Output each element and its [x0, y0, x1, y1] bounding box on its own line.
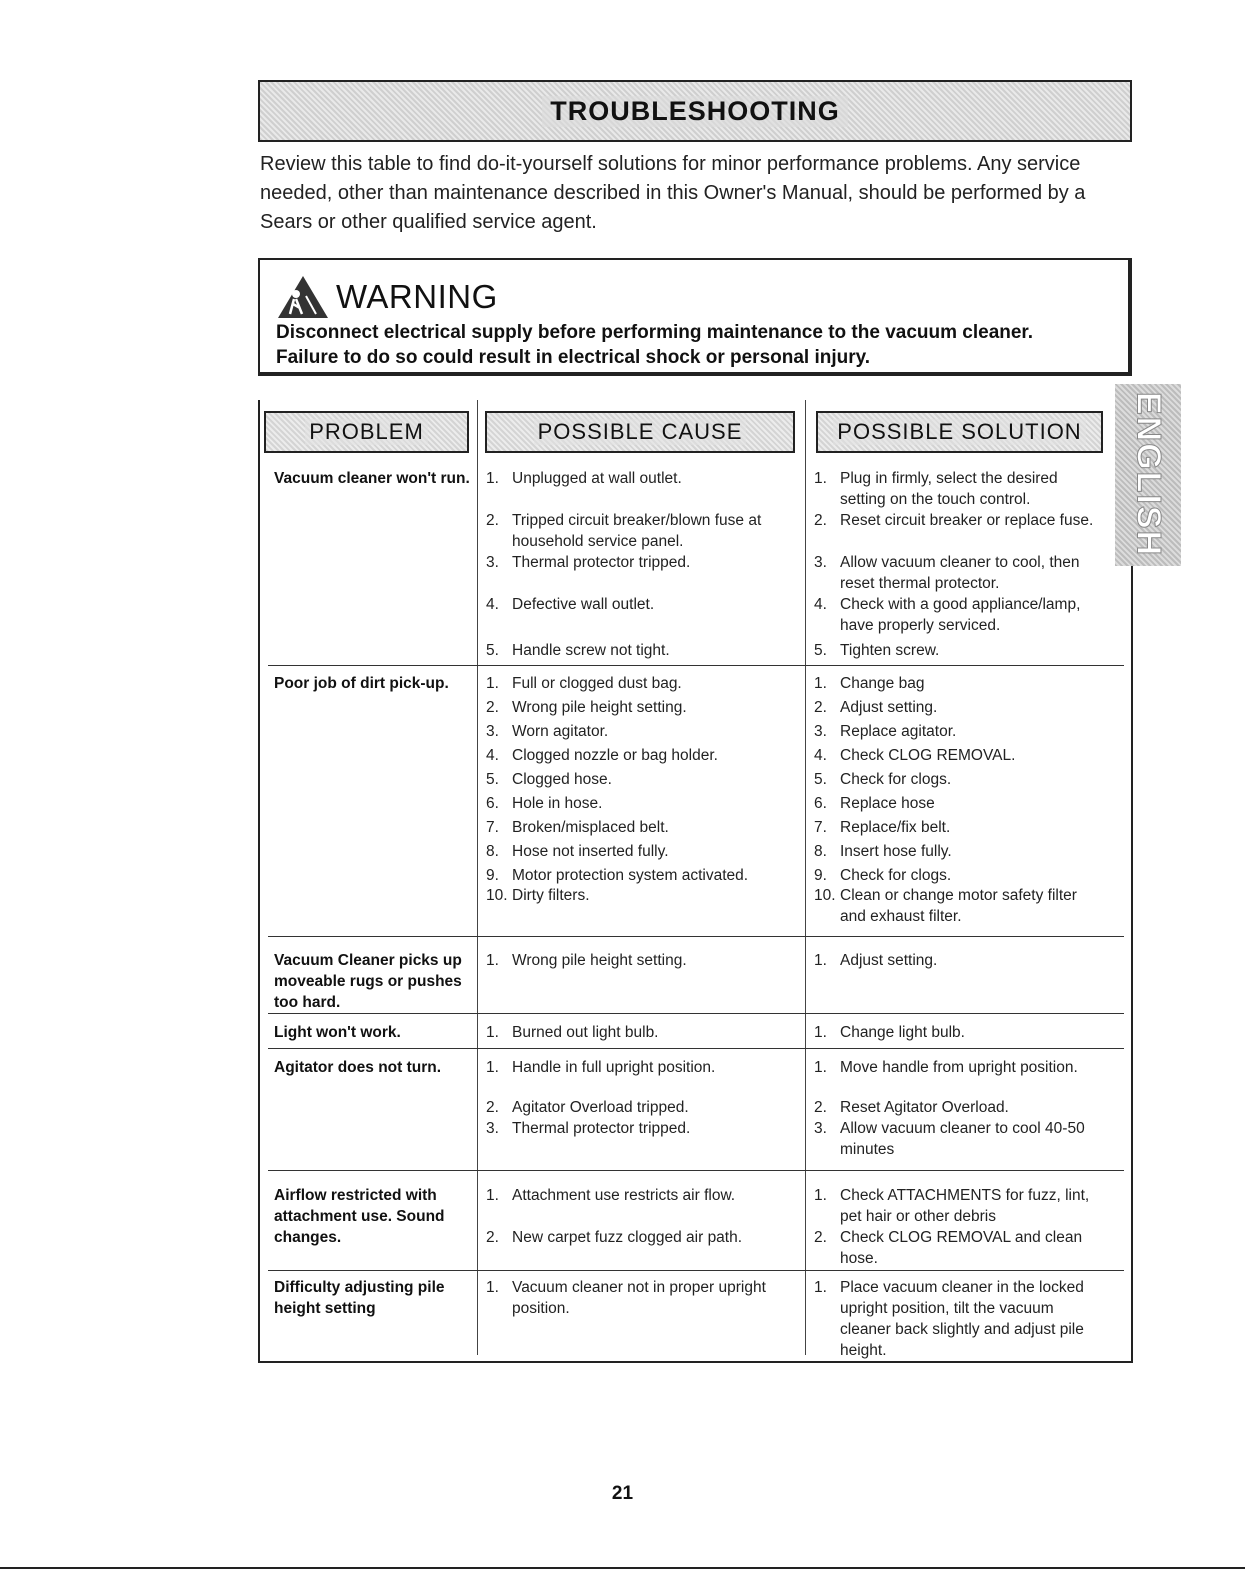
cause-item — [486, 1227, 786, 1248]
page-number: 21 — [611, 1483, 634, 1504]
solution-item — [814, 865, 1106, 886]
cause-number: 2. — [486, 1229, 499, 1246]
solution-list — [814, 552, 1106, 594]
cause-list — [486, 885, 786, 906]
solution-text: Change bag — [840, 675, 925, 692]
cause-number: 1. — [486, 1059, 499, 1076]
cause-list — [486, 841, 786, 862]
solution-item — [814, 841, 1106, 862]
solution-item — [814, 697, 1106, 718]
solution-list — [814, 510, 1106, 531]
solution-text: Replace agitator. — [840, 723, 957, 740]
cause-number: 1. — [486, 952, 499, 969]
row-separator — [268, 936, 1124, 937]
cause-number: 5. — [486, 642, 499, 659]
solution-number: 1. — [814, 952, 827, 969]
solution-number: 4. — [814, 596, 827, 613]
cause-text: Hole in hose. — [512, 795, 603, 812]
cause-list — [486, 950, 786, 971]
cause-list — [486, 769, 786, 790]
solution-list — [814, 1118, 1106, 1160]
solution-item — [814, 1022, 1106, 1043]
cause-item — [486, 745, 786, 766]
solution-item — [814, 817, 1106, 838]
cause-list — [486, 865, 786, 886]
cause-number: 1. — [486, 675, 499, 692]
cause-list — [486, 1057, 786, 1078]
warning-box — [258, 258, 1132, 376]
problem-text: Difficulty adjusting pile height setting — [274, 1279, 445, 1317]
cause-number: 3. — [486, 554, 499, 571]
solution-list — [814, 1022, 1106, 1043]
solution-number: 1. — [814, 1187, 827, 1204]
cause-number: 10. — [486, 887, 508, 904]
problem-text: Vacuum cleaner won't run. — [274, 470, 470, 487]
cause-text: Handle screw not tight. — [512, 642, 670, 659]
solution-item — [814, 950, 1106, 971]
cause-list — [486, 1185, 786, 1206]
solution-list — [814, 1227, 1106, 1269]
solution-text: Adjust setting. — [840, 952, 938, 969]
cause-item — [486, 552, 786, 573]
cause-number: 6. — [486, 795, 499, 812]
solution-list — [814, 1185, 1106, 1227]
solution-number: 4. — [814, 747, 827, 764]
cause-list — [486, 745, 786, 766]
header-possible-cause: POSSIBLE CAUSE — [485, 411, 795, 453]
cause-number: 1. — [486, 470, 499, 487]
solution-text: Reset Agitator Overload. — [840, 1099, 1009, 1116]
solution-number: 1. — [814, 1024, 827, 1041]
cause-number: 7. — [486, 819, 499, 836]
solution-item — [814, 552, 1106, 594]
solution-list — [814, 594, 1106, 636]
solution-number: 3. — [814, 723, 827, 740]
cause-text: Thermal protector tripped. — [512, 1120, 691, 1137]
solution-text: Plug in firmly, select the desired setting on the touch control. — [840, 470, 1058, 508]
solution-number: 3. — [814, 554, 827, 571]
cause-number: 5. — [486, 771, 499, 788]
row-separator — [268, 1270, 1124, 1271]
solution-list — [814, 1097, 1106, 1118]
cause-number: 3. — [486, 723, 499, 740]
solution-number: 8. — [814, 843, 827, 860]
solution-number: 2. — [814, 699, 827, 716]
solution-list — [814, 950, 1106, 971]
cause-text: Wrong pile height setting. — [512, 699, 687, 716]
solution-text: Allow vacuum cleaner to cool 40-50 minutes — [840, 1120, 1085, 1158]
cause-item — [486, 1097, 786, 1118]
cause-number: 2. — [486, 699, 499, 716]
cause-number: 4. — [486, 596, 499, 613]
cause-text: Hose not inserted fully. — [512, 843, 669, 860]
cause-number: 9. — [486, 867, 499, 884]
solution-list — [814, 793, 1106, 814]
cause-number: 1. — [486, 1024, 499, 1041]
solution-text: Check for clogs. — [840, 771, 952, 788]
title-banner — [258, 80, 1132, 142]
solution-number: 7. — [814, 819, 827, 836]
solution-list — [814, 865, 1106, 886]
solution-item — [814, 1118, 1106, 1160]
row-separator — [268, 1048, 1124, 1049]
solution-text: Change light bulb. — [840, 1024, 965, 1041]
warning-line-1: Disconnect electrical supply before performing maintenance to the vacuum cleaner. — [276, 322, 1034, 343]
cause-text: Defective wall outlet. — [512, 596, 655, 613]
cause-item — [486, 793, 786, 814]
cause-list — [486, 640, 786, 661]
cause-number: 3. — [486, 1120, 499, 1137]
warning-triangle-icon — [276, 274, 330, 320]
column-divider — [805, 400, 806, 1355]
solution-item — [814, 1227, 1106, 1269]
cause-text: Handle in full upright position. — [512, 1059, 716, 1076]
row-separator — [268, 665, 1124, 666]
solution-item — [814, 1057, 1106, 1078]
solution-item — [814, 745, 1106, 766]
solution-text: Check CLOG REMOVAL and clean hose. — [840, 1229, 1083, 1267]
cause-list — [486, 1022, 786, 1043]
cause-item — [486, 841, 786, 862]
cause-list — [486, 1097, 786, 1118]
solution-list — [814, 885, 1106, 927]
cause-text: Broken/misplaced belt. — [512, 819, 669, 836]
problem-text: Airflow restricted with attachment use. Sound changes. — [274, 1187, 445, 1246]
solution-list — [814, 745, 1106, 766]
bottom-rule — [0, 1567, 1245, 1569]
solution-number: 1. — [814, 470, 827, 487]
problem-text: Agitator does not turn. — [274, 1059, 442, 1076]
solution-number: 2. — [814, 512, 827, 529]
cause-item — [486, 1277, 786, 1319]
solution-text: Insert hose fully. — [840, 843, 952, 860]
solution-number: 6. — [814, 795, 827, 812]
cause-item — [486, 673, 786, 694]
solution-item — [814, 594, 1106, 636]
cause-item — [486, 1118, 786, 1139]
solution-text: Check CLOG REMOVAL. — [840, 747, 1016, 764]
cause-text: Dirty filters. — [512, 887, 590, 904]
warning-title: WARNING — [336, 278, 498, 315]
solution-list — [814, 817, 1106, 838]
page-title: TROUBLESHOOTING — [542, 96, 848, 127]
cause-text: New carpet fuzz clogged air path. — [512, 1229, 743, 1246]
solution-item — [814, 673, 1106, 694]
cause-number: 2. — [486, 512, 499, 529]
cause-list — [486, 673, 786, 694]
cause-item — [486, 1057, 786, 1078]
solution-list — [814, 673, 1106, 694]
cause-list — [486, 721, 786, 742]
solution-item — [814, 468, 1106, 510]
cause-text: Motor protection system activated. — [512, 867, 749, 884]
solution-number: 10. — [814, 887, 836, 904]
solution-list — [814, 769, 1106, 790]
solution-text: Replace hose — [840, 795, 935, 812]
cause-text: Thermal protector tripped. — [512, 554, 691, 571]
row-separator — [268, 1170, 1124, 1171]
cause-item — [486, 865, 786, 886]
cause-list — [486, 468, 786, 489]
cause-text: Burned out light bulb. — [512, 1024, 659, 1041]
warning-line-2: Failure to do so could result in electrical shock or personal injury. — [276, 347, 871, 368]
row-separator — [268, 1013, 1124, 1014]
cause-text: Unplugged at wall outlet. — [512, 470, 682, 487]
cause-list — [486, 1277, 786, 1319]
solution-list — [814, 841, 1106, 862]
problem-text: Poor job of dirt pick-up. — [274, 675, 449, 692]
solution-number: 2. — [814, 1099, 827, 1116]
solution-item — [814, 1097, 1106, 1118]
solution-number: 5. — [814, 642, 827, 659]
cause-list — [486, 1118, 786, 1139]
cause-item — [486, 817, 786, 838]
solution-item — [814, 769, 1106, 790]
header-problem: PROBLEM — [264, 411, 469, 453]
solution-list — [814, 721, 1106, 742]
cause-number: 2. — [486, 1099, 499, 1116]
solution-text: Clean or change motor safety filter and exhaust filter. — [840, 887, 1077, 925]
cause-list — [486, 1227, 786, 1248]
cause-item — [486, 468, 786, 489]
solution-text: Adjust setting. — [840, 699, 938, 716]
cause-list — [486, 552, 786, 573]
solution-text: Place vacuum cleaner in the locked upright position, tilt the vacuum cleaner back slightly and adjust pile height. — [840, 1279, 1084, 1359]
header-possible-solution: POSSIBLE SOLUTION — [816, 411, 1103, 453]
cause-list — [486, 510, 786, 552]
cause-number: 4. — [486, 747, 499, 764]
solution-text: Tighten screw. — [840, 642, 940, 659]
solution-text: Reset circuit breaker or replace fuse. — [840, 512, 1094, 529]
side-tab-label: ENGLISH — [1129, 392, 1168, 558]
cause-list — [486, 697, 786, 718]
solution-item — [814, 1185, 1106, 1227]
cause-number: 1. — [486, 1279, 499, 1296]
solution-item — [814, 510, 1106, 531]
cause-item — [486, 769, 786, 790]
problem-text: Vacuum Cleaner picks up moveable rugs or pushes too hard. — [274, 952, 462, 1011]
cause-item — [486, 640, 786, 661]
cause-number: 1. — [486, 1187, 499, 1204]
solution-text: Check ATTACHMENTS for fuzz, lint, pet hair or other debris — [840, 1187, 1090, 1225]
cause-item — [486, 1022, 786, 1043]
solution-number: 9. — [814, 867, 827, 884]
cause-text: Clogged nozzle or bag holder. — [512, 747, 718, 764]
cause-text: Worn agitator. — [512, 723, 609, 740]
solution-text: Allow vacuum cleaner to cool, then reset thermal protector. — [840, 554, 1080, 592]
cause-item — [486, 510, 786, 552]
warning-header — [276, 274, 498, 320]
cause-item — [486, 1185, 786, 1206]
solution-item — [814, 721, 1106, 742]
solution-text: Replace/fix belt. — [840, 819, 951, 836]
cause-list — [486, 793, 786, 814]
cause-item — [486, 697, 786, 718]
solution-item — [814, 1277, 1106, 1361]
cause-list — [486, 594, 786, 615]
solution-number: 1. — [814, 1059, 827, 1076]
solution-item — [814, 885, 1106, 927]
solution-list — [814, 697, 1106, 718]
cause-text: Attachment use restricts air flow. — [512, 1187, 736, 1204]
cause-item — [486, 950, 786, 971]
solution-item — [814, 640, 1106, 661]
solution-number: 5. — [814, 771, 827, 788]
problem-text: Light won't work. — [274, 1024, 401, 1041]
solution-number: 1. — [814, 1279, 827, 1296]
solution-text: Check for clogs. — [840, 867, 952, 884]
cause-item — [486, 885, 786, 906]
cause-list — [486, 817, 786, 838]
solution-text: Move handle from upright position. — [840, 1059, 1078, 1076]
solution-list — [814, 468, 1106, 510]
cause-text: Full or clogged dust bag. — [512, 675, 682, 692]
cause-text: Tripped circuit breaker/blown fuse at household service panel. — [512, 512, 762, 550]
solution-number: 2. — [814, 1229, 827, 1246]
cause-number: 8. — [486, 843, 499, 860]
solution-number: 3. — [814, 1120, 827, 1137]
solution-text: Check with a good appliance/lamp, have properly serviced. — [840, 596, 1081, 634]
solution-list — [814, 1277, 1106, 1361]
language-side-tab — [1115, 384, 1181, 566]
warning-text — [276, 320, 1126, 370]
solution-list — [814, 640, 1106, 661]
intro-paragraph: Review this table to find do-it-yourself solutions for minor performance problems. Any service needed, other than maintenance described in this Owner's Manual, should be performed by a Sears or other qualified service agent. — [260, 153, 1086, 233]
cause-item — [486, 594, 786, 615]
cause-text: Agitator Overload tripped. — [512, 1099, 689, 1116]
cause-item — [486, 721, 786, 742]
cause-text: Clogged hose. — [512, 771, 612, 788]
cause-text: Vacuum cleaner not in proper upright position. — [512, 1279, 766, 1317]
cause-text: Wrong pile height setting. — [512, 952, 687, 969]
solution-item — [814, 793, 1106, 814]
solution-list — [814, 1057, 1106, 1078]
solution-number: 1. — [814, 675, 827, 692]
